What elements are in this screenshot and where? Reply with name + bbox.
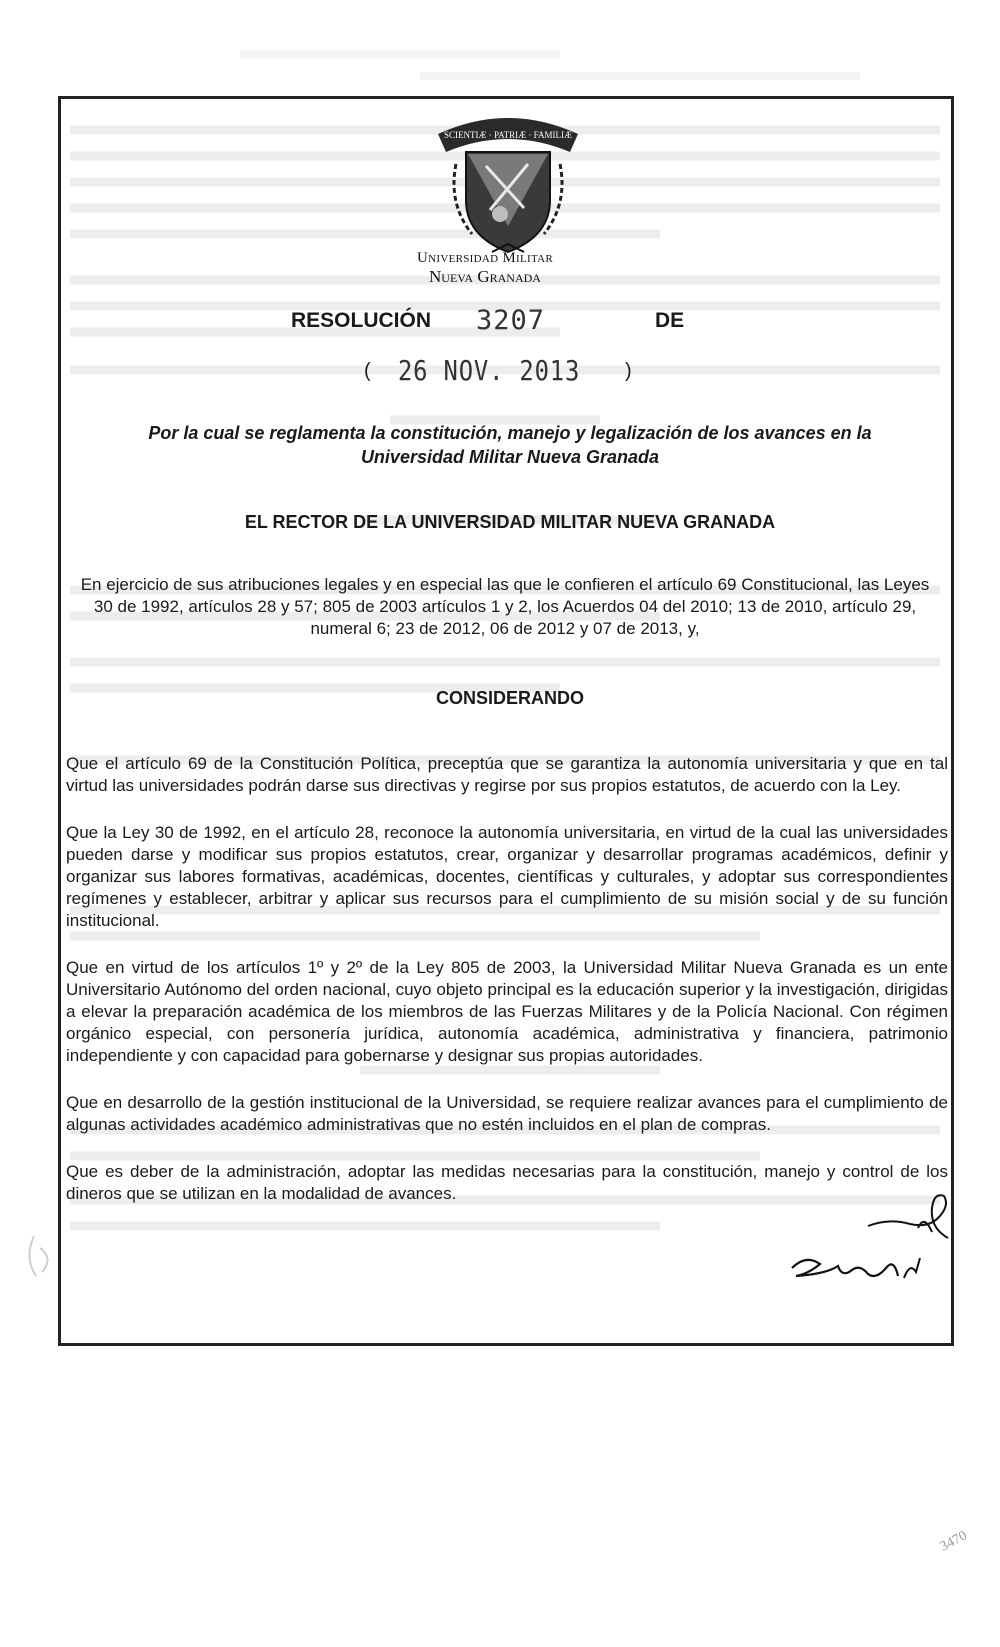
paragraph: Que el artículo 69 de la Constitución Política, preceptúa que se garantiza la autonomía universitaria y que en tal virtud las universidades podrán darse sus directivas y regirse por sus propios estatutos, de acuerdo con la Ley. [66, 754, 948, 795]
bleed-through-lines [0, 40, 1000, 100]
resolution-de-label: DE [655, 309, 685, 332]
bleed-through-texture [0, 40, 1000, 100]
resolution-date-row [0, 354, 1000, 398]
date-close-paren: ) [625, 360, 632, 382]
considerando-paragraphs [66, 753, 948, 1227]
preamble-paragraph: En ejercicio de sus atribuciones legales y en especial las que le confieren el artículo 69 Constitucional, las Leyes 30 de 1992, artículos 28 y 57; 805 de 2003 artículos 1 y 2, los Acuerdos 04 del 2010; 13 de 2010, artículo 29, numeral 6; 23 de 2012, 06 de 2012 y 07 de 2013, y, [80, 575, 930, 638]
resolution-subject: Por la cual se reglamenta la constitución, manejo y legalización de los avances en la Universidad Militar Nueva Granada [148, 423, 872, 467]
crest-motto: SCIENTIÆ · PATRIÆ · FAMILIÆ [443, 130, 573, 140]
date-stamp: 26 NOV. 2013 [398, 354, 581, 387]
margin-handwritten-number: 3470 [937, 1528, 970, 1555]
paragraph: Que en virtud de los artículos 1º y 2º de la Ley 805 de 2003, la Universidad Militar Nueva Granada es un ente Universitario Autónomo del orden nacional, cuyo objeto principal es la educación superior y la investigación, dirigidas a elevar la preparación académica de los miembros de las Fuerzas Militares y de la Policía Nacional. Con régimen orgánico especial, con personería jurídica, autonomía académica, administrativa y financiera, patrimonio independiente y con capacidad para gobernarse y designar sus propias autoridades. [66, 958, 948, 1065]
university-name-line1: Universidad Militar [416, 250, 553, 266]
resolution-header [0, 305, 1000, 345]
university-crest-logo [428, 108, 588, 258]
resolution-label: RESOLUCIÓN [291, 309, 432, 332]
date-open-paren: ( [364, 360, 371, 382]
university-name-line2: Nueva Granada [429, 267, 541, 286]
paragraph: Que la Ley 30 de 1992, en el artículo 28, reconoce la autonomía universitaria, en virtud de la cual las universidades pueden darse y modificar sus propios estatutos, crear, organizar y desarrollar programas académicos, definir y organizar sus labores formativas, académicas, docentes, científicas y culturales, y adoptar sus correspondientes regímenes y establecer, arbitrar y aplicar sus recursos para el cumplimiento de su misión social y de su función institucional. [66, 823, 948, 930]
resolution-number: 3207 [476, 305, 546, 336]
paragraph: Que en desarrollo de la gestión institucional de la Universidad, se requiere realizar avances para el cumplimiento de algunas actividades académico administrativas que no estén incluidos en el plan de compras. [66, 1093, 948, 1134]
paragraph: Que es deber de la administración, adoptar las medidas necesarias para la constitución, manejo y control de los dineros que se utilizan en la modalidad de avances. [66, 1162, 948, 1203]
considerando-heading: CONSIDERANDO [435, 688, 584, 708]
issuer-title: EL RECTOR DE LA UNIVERSIDAD MILITAR NUEVA GRANADA [244, 512, 776, 532]
